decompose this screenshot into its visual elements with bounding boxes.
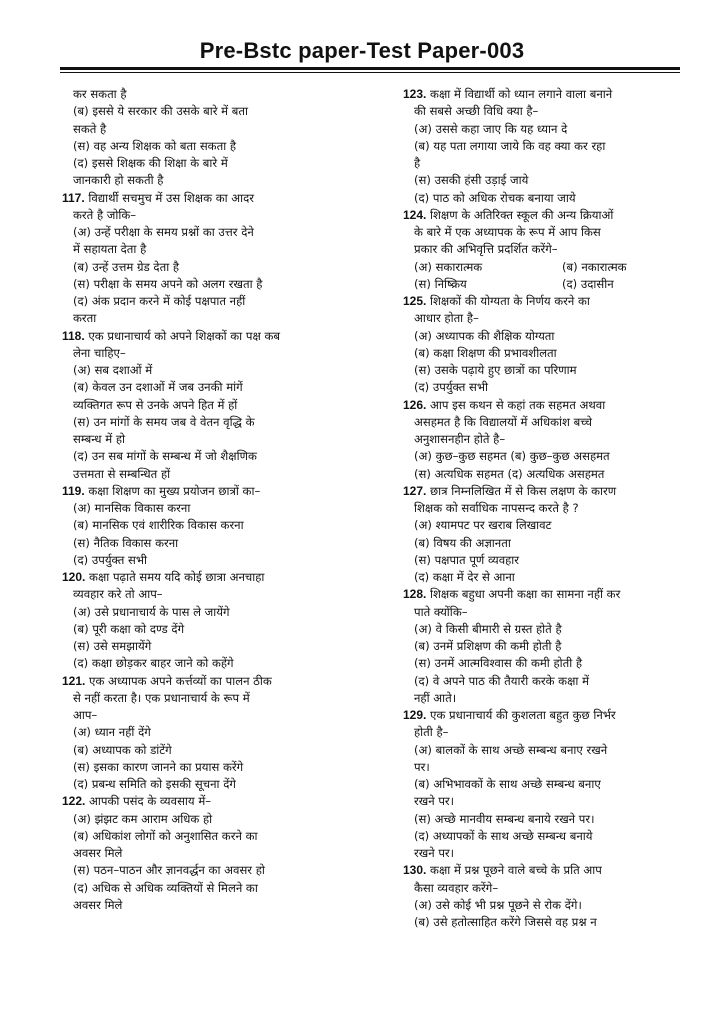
- text-line: [403, 742, 688, 759]
- line-text: अवसर मिले: [73, 897, 123, 912]
- line-text: (द) उन सब मांगों के सम्बन्ध में जो शैक्षणिक: [73, 449, 257, 464]
- text-line: [403, 379, 688, 396]
- question-line: [403, 483, 688, 500]
- line-text: (ब) अध्यापक को डांटेंगे: [73, 742, 172, 757]
- text-line: [403, 535, 688, 552]
- line-text: (द) उपर्युक्त सभी: [414, 380, 489, 395]
- line-text: व्यक्तिगत रूप से उनके अपने हित में हों: [73, 397, 238, 412]
- line-text: करता: [73, 311, 97, 326]
- line-text: (द) इससे शिक्षक की शिक्षा के बारे में: [73, 156, 228, 170]
- text-line: [403, 828, 688, 845]
- question-number: 129.: [403, 708, 427, 722]
- question-number: 122.: [62, 794, 86, 809]
- line-text: (अ) उन्हें परीक्षा के समय प्रश्नों का उत्तर देने: [73, 225, 254, 239]
- line-text: विद्यार्थी सचमुच में उस शिक्षक का आदर: [88, 190, 255, 205]
- text-line: [62, 293, 347, 310]
- text-line: [403, 811, 688, 828]
- line-text: (द) कक्षा में देर से आना: [414, 570, 515, 584]
- question-number: 123.: [403, 87, 427, 101]
- text-line: [403, 517, 688, 534]
- line-text: (द) कक्षा छोड़कर बाहर जाने को कहेंगे: [73, 656, 234, 671]
- text-line: [403, 345, 688, 362]
- text-line: [403, 673, 688, 690]
- text-line: [62, 862, 347, 879]
- line-text: (अ) उसे प्रधानाचार्य के पास ले जायेंगे: [73, 604, 230, 619]
- text-line: [62, 207, 347, 224]
- question-number: 121.: [62, 673, 86, 688]
- line-text: से नहीं करता है। एक प्रधानाचार्य के रूप में: [73, 690, 250, 705]
- line-text: एक प्रधानाचार्य को अपने शिक्षकों का पक्ष कब: [88, 328, 280, 343]
- text-line: [403, 414, 688, 431]
- question-line: [403, 586, 688, 603]
- text-line: [62, 138, 347, 155]
- text-line: [62, 466, 347, 483]
- text-line: [62, 586, 347, 603]
- line-text: (ब) अधिकांश लोगों को अनुशासित करने का: [73, 828, 258, 843]
- line-text: व्यवहार करे तो आप–: [73, 587, 163, 602]
- text-line: [62, 379, 347, 396]
- line-text: (ब) मानसिक एवं शारीरिक विकास करना: [73, 518, 244, 533]
- text-line: [62, 121, 347, 138]
- text-line: [403, 172, 688, 189]
- line-text: एक अध्यापक अपने कर्त्तव्यों का पालन ठीक: [89, 673, 272, 688]
- text-line: [62, 448, 347, 465]
- line-text: (स) अच्छे मानवीय सम्बन्ध बनाये रखने पर।: [414, 811, 595, 826]
- line-text: प्रकार की अभिवृत्ति प्रदर्शित करेंगे–: [414, 242, 558, 257]
- option-text: (अ) सकारात्मक: [414, 259, 483, 274]
- question-line: [62, 793, 347, 810]
- text-line: [403, 431, 688, 448]
- question-number: 117.: [62, 190, 85, 205]
- text-line: [62, 224, 347, 241]
- line-text: (स) उनमें आत्मविश्वास की कमी होती है: [414, 656, 583, 671]
- text-line: [403, 638, 688, 655]
- line-text: कैसा व्यवहार करेंगे–: [414, 880, 499, 895]
- line-text: कक्षा में विद्यार्थी को ध्यान लगाने वाला बनाने: [430, 87, 613, 101]
- line-text: छात्र निम्नलिखित में से किस लक्षण के कारण: [430, 483, 617, 498]
- line-text: करते है जोकि–: [73, 207, 137, 222]
- line-text: अवसर मिले: [73, 846, 123, 860]
- text-line: [62, 707, 347, 724]
- question-line: [403, 707, 688, 724]
- line-text: रखने पर।: [414, 846, 455, 860]
- line-text: (स) अत्यधिक सहमत (द) अत्यधिक असहमत: [414, 466, 605, 481]
- right-column: [403, 86, 688, 931]
- text-line: [62, 690, 347, 707]
- line-text: (स) पठन–पाठन और ज्ञानवर्द्धन का अवसर हो: [73, 863, 265, 878]
- line-text: (अ) कुछ–कुछ सहमत (ब) कुछ–कुछ असहमत: [414, 449, 610, 464]
- question-number: 124.: [403, 207, 427, 222]
- text-line: [403, 690, 688, 707]
- line-text: (अ) सब दशाओं में: [73, 363, 153, 377]
- line-text: है: [414, 156, 421, 170]
- question-number: 119.: [62, 483, 85, 498]
- text-line: [62, 310, 347, 327]
- question-number: 118.: [62, 328, 85, 343]
- text-line: [403, 241, 688, 258]
- text-line: [62, 431, 347, 448]
- text-line: [62, 845, 347, 862]
- line-text: (ब) अभिभावकों के साथ अच्छे सम्बन्ध बनाए: [414, 777, 601, 791]
- line-text: (स) परीक्षा के समय अपने को अलग रखता है: [73, 276, 263, 291]
- left-column: [62, 86, 347, 914]
- line-text: (द) प्रबन्ध समिति को इसकी सूचना देंगे: [73, 777, 236, 791]
- line-text: (स) उसे समझायेंगे: [73, 639, 152, 653]
- option-text: (द) उदासीन: [562, 276, 614, 291]
- text-line: [403, 121, 688, 138]
- text-line: [62, 742, 347, 759]
- line-text: (स) उसकी हंसी उड़ाई जाये: [414, 173, 529, 188]
- text-line: [62, 276, 347, 293]
- line-text: (अ) वे किसी बीमारी से ग्रस्त होते है: [414, 621, 562, 636]
- line-text: (अ) उससे कहा जाए कि यह ध्यान दे: [414, 121, 568, 136]
- line-text: कक्षा शिक्षण का मुख्य प्रयोजन छात्रों का–: [88, 483, 261, 498]
- question-number: 120.: [62, 570, 86, 584]
- line-text: (ब) इससे ये सरकार की उसके बारे में बता: [73, 104, 248, 119]
- line-text: कक्षा पढ़ाते समय यदि कोई छात्रा अनचाहा: [89, 570, 265, 584]
- line-text: लेना चाहिए–: [73, 345, 126, 360]
- text-line: [403, 328, 688, 345]
- line-text: उत्तमता से सम्बन्धित हों: [73, 466, 171, 481]
- line-text: (ब) उसे हतोत्साहित करेंगे जिससे वह प्रश्न न: [414, 915, 597, 929]
- text-line: [62, 828, 347, 845]
- text-line: [62, 172, 347, 189]
- text-line: [62, 638, 347, 655]
- line-text: आपकी पसंद के व्यवसाय में–: [89, 794, 212, 809]
- line-text: आधार होता है–: [414, 311, 479, 326]
- line-text: (द) पाठ को अधिक रोचक बनाया जाये: [414, 190, 576, 205]
- line-text: आप–: [73, 708, 98, 722]
- text-line: [62, 500, 347, 517]
- text-line: [403, 604, 688, 621]
- line-text: (द) उपर्युक्त सभी: [73, 552, 148, 567]
- text-line: [403, 224, 688, 241]
- line-text: आप इस कथन से कहां तक सहमत अथवा: [430, 397, 606, 412]
- question-line: [403, 207, 688, 224]
- option-text: (ब) नकारात्मक: [562, 259, 627, 274]
- text-line: [62, 86, 347, 103]
- text-line: [403, 500, 688, 517]
- line-text: (द) अधिक से अधिक व्यक्तियों से मिलने का: [73, 880, 258, 895]
- line-text: होती है–: [414, 725, 449, 740]
- question-line: [62, 569, 347, 586]
- question-number: 128.: [403, 587, 427, 602]
- text-line: [403, 259, 688, 276]
- line-text: (ब) कक्षा शिक्षण की प्रभावशीलता: [414, 345, 557, 360]
- text-line: [62, 241, 347, 258]
- text-line: [62, 759, 347, 776]
- line-text: (अ) मानसिक विकास करना: [73, 501, 191, 515]
- question-line: [403, 862, 688, 879]
- option-text: (स) निष्क्रिय: [414, 276, 467, 291]
- line-text: (अ) श्यामपट पर खराब लिखावट: [414, 518, 552, 533]
- question-number: 126.: [403, 397, 427, 412]
- text-line: [62, 604, 347, 621]
- text-line: [62, 362, 347, 379]
- line-text: (ब) उनमें प्रशिक्षण की कमी होती है: [414, 639, 562, 653]
- question-line: [62, 328, 347, 345]
- text-line: [403, 103, 688, 120]
- text-line: [62, 552, 347, 569]
- text-line: [403, 552, 688, 569]
- line-text: में सहायता देता है: [73, 242, 147, 257]
- line-text: सकते है: [73, 121, 107, 136]
- text-line: [403, 880, 688, 897]
- text-line: [62, 621, 347, 638]
- line-text: कक्षा में प्रश्न पूछने वाले बच्चे के प्रति आप: [430, 863, 602, 878]
- text-line: [62, 655, 347, 672]
- question-line: [403, 397, 688, 414]
- text-line: [62, 103, 347, 120]
- line-text: (स) वह अन्य शिक्षक को बता सकता है: [73, 138, 237, 153]
- text-line: [403, 155, 688, 172]
- text-line: [403, 276, 688, 293]
- text-line: [62, 397, 347, 414]
- line-text: (ब) विषय की अज्ञानता: [414, 535, 511, 550]
- line-text: पाते क्योंकि–: [414, 604, 468, 619]
- line-text: पर।: [414, 759, 430, 774]
- question-line: [62, 190, 347, 207]
- text-line: [62, 517, 347, 534]
- line-text: (स) उसके पढ़ाये हुए छात्रों का परिणाम: [414, 363, 577, 377]
- line-text: शिक्षण के अतिरिक्त स्कूल की अन्य क्रियाओं: [430, 207, 614, 222]
- line-text: (अ) बालकों के साथ अच्छे सम्बन्ध बनाए रखने: [414, 742, 608, 757]
- question-line: [403, 293, 688, 310]
- question-number: 127.: [403, 483, 427, 498]
- line-text: (अ) अध्यापक की शैक्षिक योग्यता: [414, 328, 555, 343]
- text-line: [403, 776, 688, 793]
- text-line: [403, 759, 688, 776]
- question-number: 125.: [403, 294, 427, 308]
- line-text: नहीं आते।: [414, 690, 457, 705]
- line-text: शिक्षक बहुधा अपनी कक्षा का सामना नहीं कर: [430, 587, 621, 602]
- text-line: [62, 811, 347, 828]
- line-text: (ब) उन्हें उत्तम ग्रेड देता है: [73, 259, 180, 274]
- text-line: [62, 897, 347, 914]
- text-line: [62, 776, 347, 793]
- text-line: [62, 259, 347, 276]
- text-line: [403, 724, 688, 741]
- text-line: [403, 138, 688, 155]
- text-line: [62, 155, 347, 172]
- line-text: की सबसे अच्छी विधि क्या है–: [414, 104, 539, 119]
- text-line: [403, 845, 688, 862]
- line-text: (द) अंक प्रदान करने में कोई पक्षपात नहीं: [73, 294, 246, 308]
- text-line: [403, 621, 688, 638]
- line-text: शिक्षकों की योग्यता के निर्णय करने का: [430, 294, 590, 308]
- line-text: (अ) ध्यान नहीं देंगे: [73, 725, 151, 740]
- title-rule-thick: [60, 67, 680, 70]
- text-line: [403, 914, 688, 931]
- line-text: शिक्षक को सर्वाधिक नापसन्द करते है ?: [414, 501, 579, 515]
- text-line: [403, 448, 688, 465]
- line-text: (अ) झंझट कम आराम अधिक हो: [73, 811, 213, 826]
- line-text: एक प्रधानाचार्य की कुशलता बहुत कुछ निर्भर: [430, 708, 616, 722]
- line-text: (द) अध्यापकों के साथ अच्छे सम्बन्ध बनाये: [414, 828, 593, 843]
- text-line: [403, 310, 688, 327]
- question-number: 130.: [403, 863, 427, 878]
- line-text: रखने पर।: [414, 794, 455, 809]
- title-rule-thin: [60, 72, 680, 73]
- line-text: सम्बन्ध में हो: [73, 432, 126, 446]
- line-text: कर सकता है: [73, 87, 127, 101]
- text-line: [403, 897, 688, 914]
- line-text: अनुशासनहीन होते है–: [414, 432, 506, 446]
- line-text: (ब) केवल उन दशाओं में जब उनकी मांगें: [73, 380, 243, 395]
- line-text: (ब) यह पता लगाया जाये कि वह क्या कर रहा: [414, 138, 606, 153]
- page-title: Pre-Bstc paper-Test Paper-003: [199, 38, 525, 63]
- question-line: [403, 86, 688, 103]
- question-line: [62, 483, 347, 500]
- text-line: [403, 569, 688, 586]
- text-line: [403, 362, 688, 379]
- text-line: [62, 414, 347, 431]
- text-line: [62, 345, 347, 362]
- line-text: जानकारी हो सकती है: [73, 173, 164, 188]
- text-line: [403, 655, 688, 672]
- text-line: [403, 793, 688, 810]
- line-text: (स) उन मांगों के समय जब वे वेतन वृद्धि के: [73, 414, 255, 429]
- text-line: [62, 535, 347, 552]
- line-text: असहमत है कि विद्यालयों में अधिकांश बच्चे: [414, 414, 592, 429]
- line-text: के बारे में एक अध्यापक के रूप में आप किस: [414, 225, 601, 239]
- line-text: (ब) पूरी कक्षा को दण्ड देंगे: [73, 621, 185, 636]
- line-text: (द) वे अपने पाठ की तैयारी करके कक्षा में: [414, 673, 590, 688]
- text-line: [62, 724, 347, 741]
- question-line: [62, 673, 347, 690]
- text-line: [403, 190, 688, 207]
- line-text: (स) पक्षपात पूर्ण व्यवहार: [414, 552, 520, 567]
- line-text: (स) इसका कारण जानने का प्रयास करेंगे: [73, 759, 244, 774]
- text-line: [403, 466, 688, 483]
- text-line: [62, 880, 347, 897]
- line-text: (स) नैतिक विकास करना: [73, 535, 179, 550]
- line-text: (अ) उसे कोई भी प्रश्न पूछने से रोक देंगे।: [414, 897, 582, 912]
